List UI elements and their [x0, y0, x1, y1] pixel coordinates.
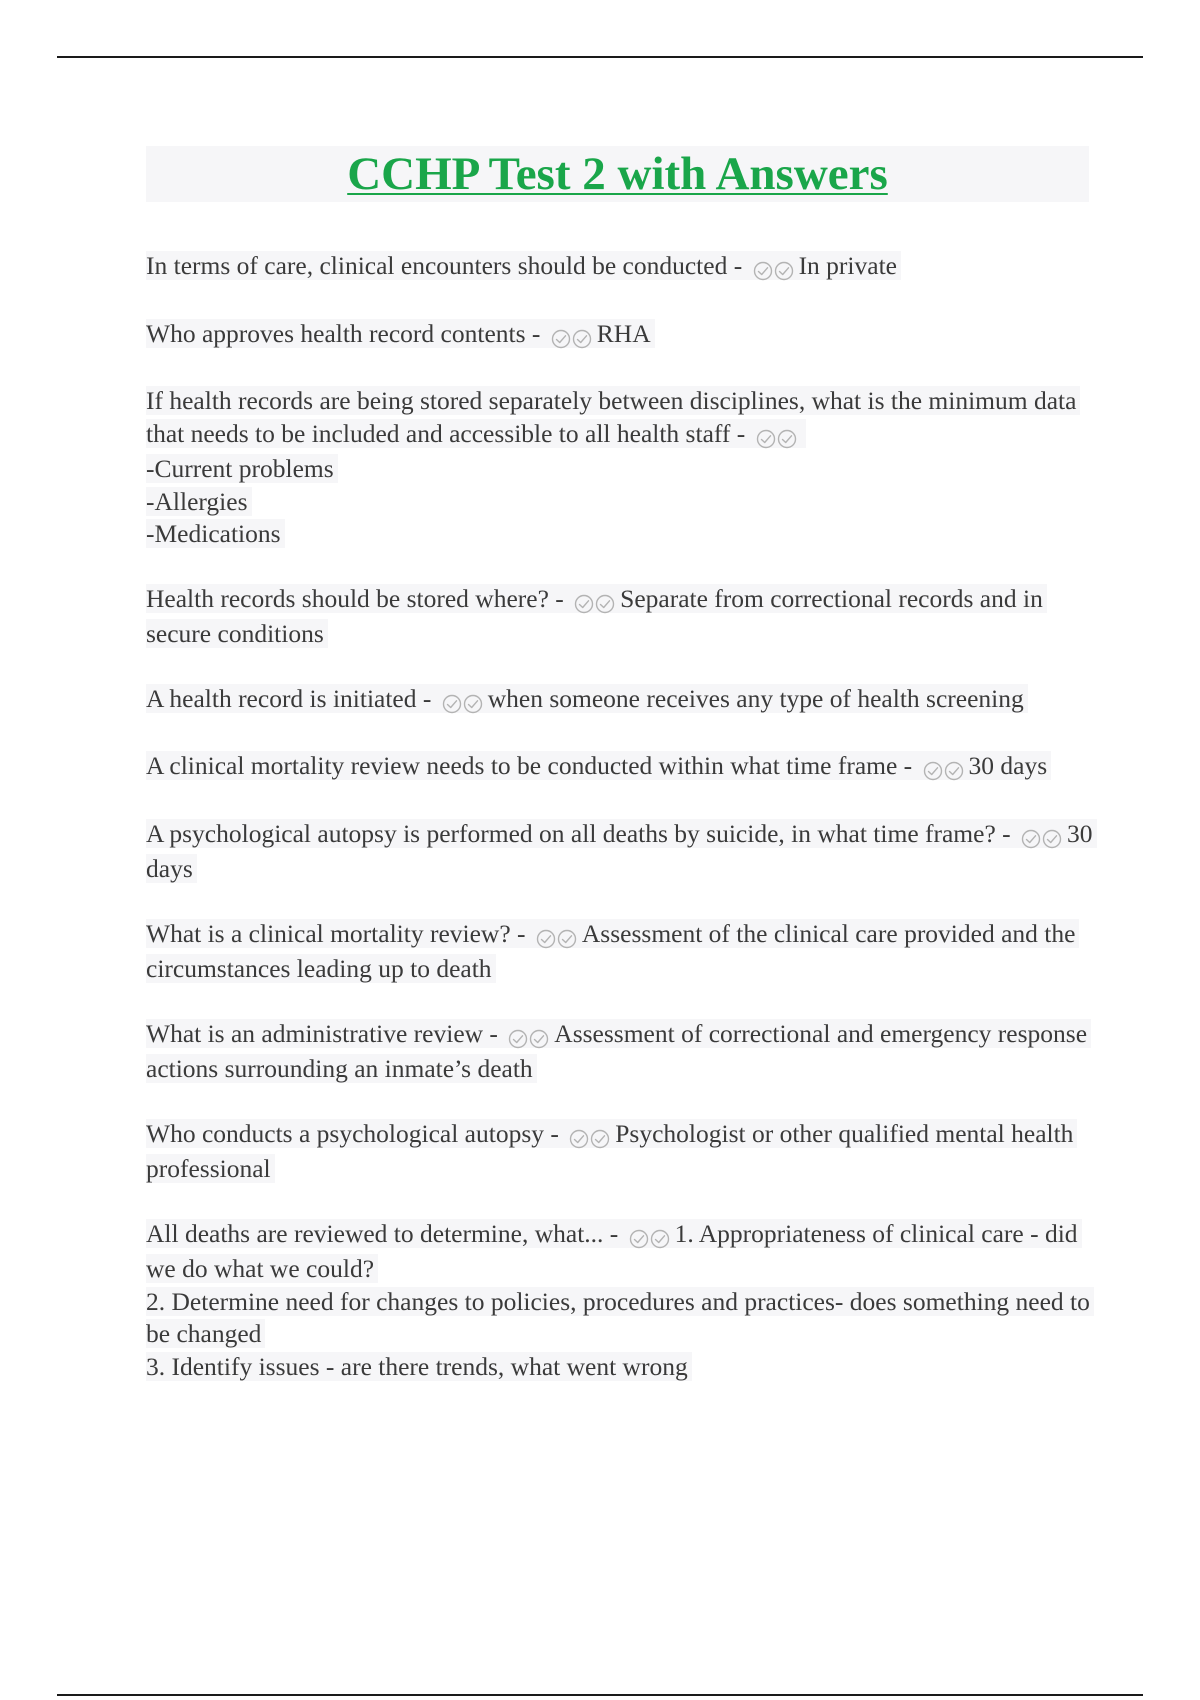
check-circle-icon: [629, 1229, 649, 1249]
top-rule: [57, 56, 1143, 58]
check-circle-icon: [508, 1029, 528, 1049]
check-circle-icon: [569, 1129, 589, 1149]
question-text: Who approves health record contents -: [146, 318, 541, 348]
qa-item: [146, 385, 1096, 551]
check-circle-icon: [536, 929, 556, 949]
question-text: A clinical mortality review needs to be conducted within what time frame -: [146, 751, 913, 780]
qa-item: [146, 818, 1096, 886]
double-check-icon: [574, 586, 616, 619]
qa-item: [146, 1118, 1096, 1186]
check-circle-icon: [753, 261, 773, 281]
question-text: In terms of care, clinical encounters should be conducted -: [146, 251, 743, 280]
double-check-icon: [442, 686, 484, 719]
check-circle-icon: [463, 694, 483, 714]
question-text: What is an administrative review -: [146, 1018, 498, 1048]
double-check-icon: [753, 253, 795, 286]
bottom-rule: [57, 1694, 1143, 1696]
answer-text: Separate from correctional records and in secure conditions: [146, 583, 1043, 648]
check-circle-icon: [923, 761, 943, 781]
answer-text: 30 days: [968, 751, 1048, 780]
answer-line: -Allergies: [146, 487, 252, 516]
qa-item: [146, 750, 1096, 786]
check-circle-icon: [756, 429, 776, 449]
answer-text: 1. Appropriateness of clinical care - did we do what we could?: [146, 1218, 1078, 1283]
double-check-icon: [551, 321, 593, 354]
qa-item: [146, 318, 1096, 354]
check-circle-icon: [650, 1229, 670, 1249]
double-check-icon: [756, 421, 798, 454]
check-circle-icon: [1042, 829, 1062, 849]
check-circle-icon: [551, 329, 571, 349]
answer-line: 3. Identify issues - are there trends, what went wrong: [146, 1352, 692, 1381]
qa-line: [146, 819, 1097, 884]
qa-list: [146, 250, 1096, 1415]
qa-item: [146, 1018, 1096, 1086]
qa-line: [146, 684, 1028, 713]
answer-text: RHA: [596, 318, 651, 348]
answer-line: -Medications: [146, 519, 285, 548]
check-circle-icon: [574, 594, 594, 614]
check-circle-icon: [595, 594, 615, 614]
double-check-icon: [508, 1021, 550, 1054]
qa-item: [146, 583, 1096, 651]
answer-text: when someone receives any type of health screening: [487, 683, 1024, 713]
question-text: A psychological autopsy is performed on all deaths by suicide, in what time frame? -: [146, 818, 1011, 848]
question-text: A health record is initiated -: [146, 683, 432, 713]
check-circle-icon: [774, 261, 794, 281]
qa-line: [146, 251, 901, 280]
qa-item: [146, 1218, 1096, 1384]
check-circle-icon: [442, 694, 462, 714]
check-circle-icon: [944, 761, 964, 781]
qa-line: [146, 1219, 1082, 1284]
double-check-icon: [1021, 821, 1063, 854]
question-text: If health records are being stored separately between disciplines, what is the minimum data that needs to be included and accessible to all health staff -: [146, 386, 1077, 448]
qa-line: [146, 1019, 1091, 1084]
check-circle-icon: [777, 429, 797, 449]
answer-line: 2. Determine need for changes to policies, procedures and practices- does something need to be changed: [146, 1287, 1094, 1349]
page-title: CCHP Test 2 with Answers: [347, 148, 888, 200]
check-circle-icon: [557, 929, 577, 949]
answer-text: Psychologist or other qualified mental health professional: [146, 1118, 1074, 1183]
qa-item: [146, 918, 1096, 986]
double-check-icon: [629, 1221, 671, 1254]
answer-text: In private: [798, 251, 897, 280]
qa-line: [146, 319, 655, 348]
double-check-icon: [923, 753, 965, 786]
qa-line: [146, 584, 1047, 649]
qa-line: [146, 1119, 1077, 1184]
question-text: Who conducts a psychological autopsy -: [146, 1118, 559, 1148]
answer-text: Assessment of correctional and emergency response actions surrounding an inmate’s death: [146, 1018, 1088, 1083]
qa-line: [146, 386, 1080, 448]
question-text: All deaths are reviewed to determine, what... -: [146, 1218, 619, 1248]
check-circle-icon: [1021, 829, 1041, 849]
double-check-icon: [569, 1121, 611, 1154]
answer-text: Assessment of the clinical care provided and the circumstances leading up to death: [146, 918, 1076, 983]
question-text: What is a clinical mortality review? -: [146, 918, 526, 948]
check-circle-icon: [529, 1029, 549, 1049]
answer-text: 30 days: [146, 818, 1093, 883]
title-band: [146, 146, 1089, 202]
qa-line: [146, 919, 1079, 984]
check-circle-icon: [590, 1129, 610, 1149]
check-circle-icon: [572, 329, 592, 349]
double-check-icon: [536, 921, 578, 954]
answer-line: -Current problems: [146, 454, 338, 483]
qa-item: [146, 250, 1096, 286]
qa-item: [146, 683, 1096, 719]
question-text: Health records should be stored where? -: [146, 583, 564, 613]
qa-line: [146, 751, 1051, 780]
